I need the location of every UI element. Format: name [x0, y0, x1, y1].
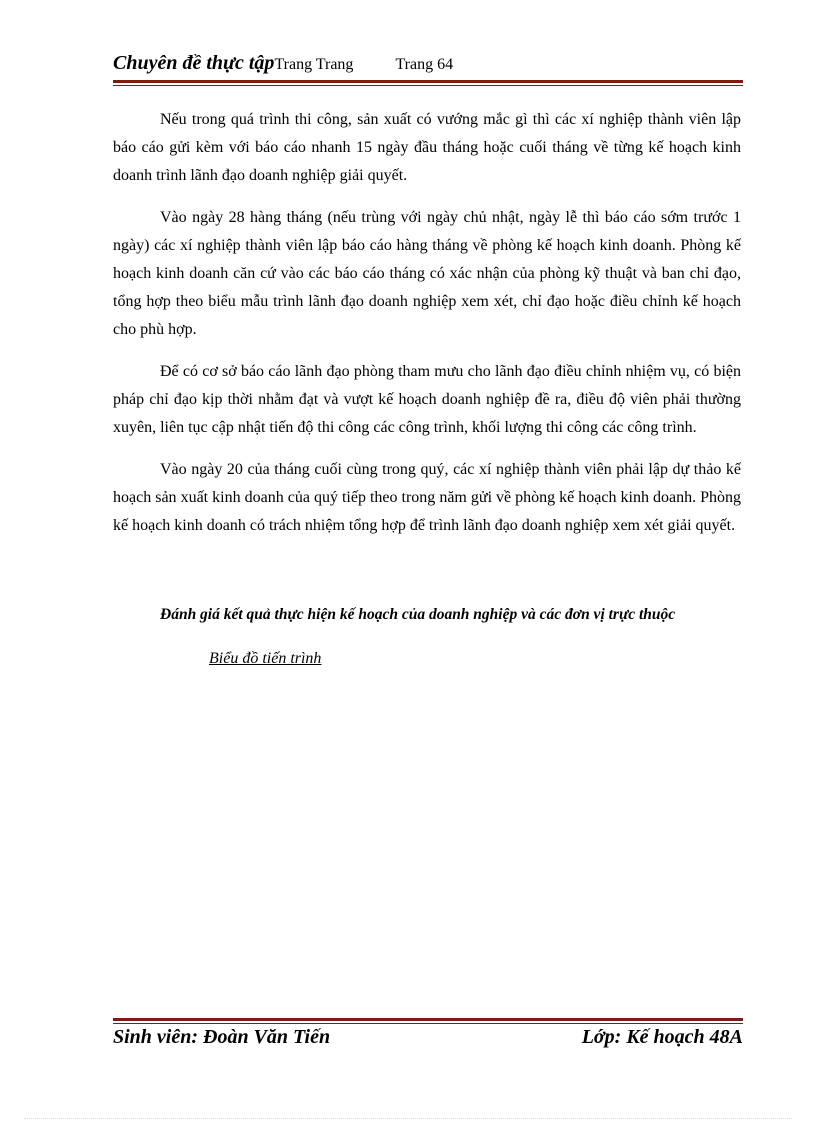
- body-text: [113, 106, 741, 554]
- paragraph: Nếu trong quá trình thi công, sản xuất có vướng mắc gì thì các xí nghiệp thành viên lập báo cáo gửi kèm với báo cáo nhanh 15 ngày đầu tháng hoặc cuối tháng về từng kế hoạch kinh doanh trình lãnh đạo doanh nghiệp giải quyết.: [113, 111, 741, 184]
- paragraph: Để có cơ sở báo cáo lãnh đạo phòng tham mưu cho lãnh đạo điều chỉnh nhiệm vụ, có biện pháp chỉ đạo kịp thời nhằm đạt và vượt kế hoạch doanh nghiệp đề ra, điều độ viên phải thường xuyên, liên tục cập nhật tiến độ thi công các công trình, khối lượng thi công các công trình.: [113, 363, 741, 436]
- student-name: Sinh viên: Đoàn Văn Tiến: [113, 1026, 331, 1048]
- paragraph: Vào ngày 20 của tháng cuối cùng trong quý, các xí nghiệp thành viên phải lập dự thảo kế hoạch sản xuất kinh doanh của quý tiếp theo trong năm gửi về phòng kế hoạch kinh doanh. Phòng kế hoạch kinh doanh có trách nhiệm tổng hợp để trình lãnh đạo doanh nghiệp xem xét giải quyết.: [113, 461, 741, 534]
- page-footer: [113, 1026, 743, 1054]
- header-divider: [113, 80, 743, 86]
- footer-divider: [113, 1018, 743, 1024]
- section-heading: Đánh giá kết quả thực hiện kế hoạch của doanh nghiệp và các đơn vị trực thuộc: [160, 606, 676, 623]
- chart-link[interactable]: Biểu đồ tiến trình: [209, 650, 322, 667]
- document-title: Chuyên đề thực tập: [113, 52, 275, 74]
- class-name: Lớp: Kế hoạch 48A: [581, 1026, 743, 1048]
- paragraph: Vào ngày 28 hàng tháng (nếu trùng với ngày chủ nhật, ngày lễ thì báo cáo sớm trước 1 ngày) các xí nghiệp thành viên lập báo cáo hàng tháng về phòng kế hoạch kinh doanh. Phòng kế hoạch kinh doanh căn cứ vào các báo cáo tháng có xác nhận của phòng kỹ thuật và ban chỉ đạo, tổng hợp theo biểu mẫu trình lãnh đạo doanh nghiệp xem xét, chỉ đạo hoặc điều chỉnh kế hoạch cho phù hợp.: [113, 209, 741, 338]
- page-bottom-edge: [24, 1118, 792, 1119]
- page-header: [113, 52, 743, 82]
- header-subtitle: Trang Trang: [274, 56, 354, 73]
- page-number: Trang 64: [395, 56, 454, 73]
